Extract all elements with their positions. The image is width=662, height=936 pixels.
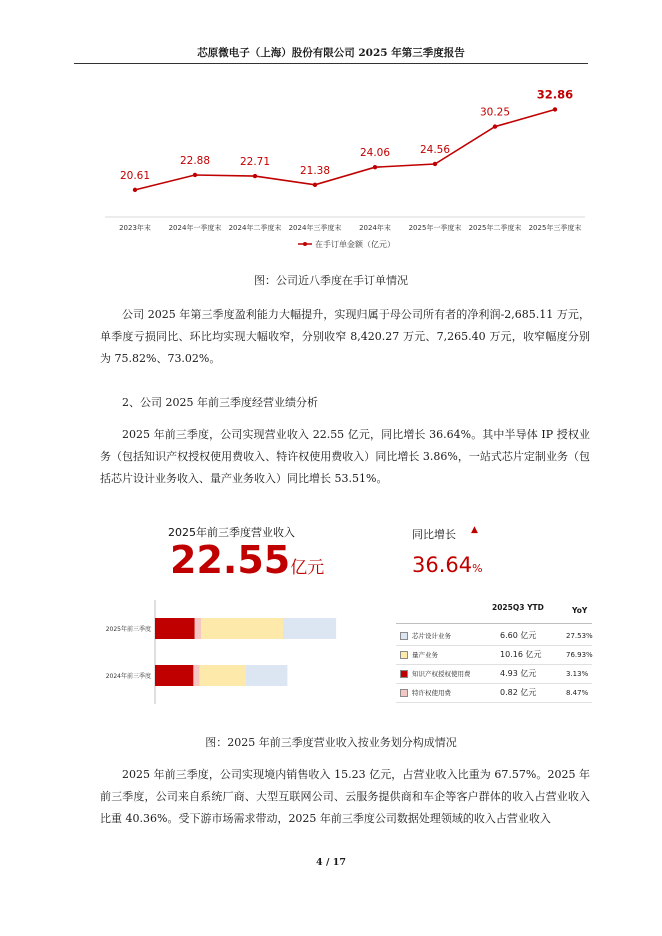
- row-label: 知识产权授权使用费: [412, 670, 471, 678]
- kpi-growth-value: 36.64: [412, 553, 473, 577]
- y-tick-label: 2025年前三季度: [105, 626, 151, 633]
- row-value: 0.82 亿元: [500, 688, 537, 697]
- data-label: 21.38: [299, 164, 331, 177]
- data-label: 24.56: [419, 143, 451, 156]
- kpi-growth-unit: %: [472, 562, 483, 575]
- bar-segment: [283, 618, 336, 639]
- y-tick-label: 2024年前三季度: [105, 673, 151, 680]
- paragraph-q3-profit: 公司 2025 年第三季度盈利能力大幅提升，实现归属于母公司所有者的净利润-2,685.11 万元，单季度亏损同比、环比均实现大幅收窄，分别收窄 8,420.27 万元、7,265.40 万元，收窄幅度分别为 75.82%、73.02%。: [100, 308, 590, 365]
- series-line-order-backlog: [135, 110, 555, 190]
- row-value: 4.93 亿元: [500, 669, 537, 678]
- row-yoy: 8.47%: [566, 689, 589, 697]
- data-point: [493, 124, 497, 128]
- chart2-caption: 图：2025 年前三季度营业收入按业务划分构成情况: [205, 736, 457, 749]
- data-label: 24.06: [359, 147, 391, 160]
- page-header-title: 芯原微电子（上海）股份有限公司 2025 年第三季度报告: [197, 47, 465, 59]
- legend-swatch-icon: [400, 670, 408, 678]
- x-tick-label: 2024年二季度末: [228, 224, 282, 232]
- row-label: 特许权使用费: [412, 689, 451, 697]
- data-point: [133, 188, 137, 192]
- table-header-yoy: YoY: [572, 606, 588, 615]
- header-rule: [74, 63, 588, 64]
- kpi-revenue-value: 22.55: [170, 538, 291, 582]
- table-row: [396, 627, 592, 646]
- x-tick-label: 2024年三季度末: [288, 224, 342, 232]
- kpi-growth-value-group: [412, 553, 483, 577]
- row-yoy: 27.53%: [566, 632, 593, 640]
- chart1-caption: 图：公司近八季度在手订单情况: [254, 274, 408, 287]
- bar-segment: [201, 618, 283, 639]
- data-label: 22.71: [239, 156, 271, 169]
- bar-segment: [246, 665, 288, 686]
- legend-label-order-backlog: 在手订单金额（亿元）: [315, 240, 395, 249]
- data-point: [253, 174, 257, 178]
- table-row: [396, 665, 592, 684]
- legend-swatch-icon: [400, 632, 408, 640]
- data-point: [433, 162, 437, 166]
- data-label: 20.61: [119, 169, 151, 182]
- bar-segment: [155, 618, 195, 639]
- table-row: [396, 646, 592, 665]
- row-label: 芯片设计业务: [412, 632, 451, 640]
- bar-segment: [195, 618, 202, 639]
- paragraph-ytd-revenue: 2025 年前三季度，公司实现营业收入 22.55 亿元，同比增长 36.64%。其中半导体 IP 授权业务（包括知识产权授权使用费收入、特许权使用费收入）同比增长 3.86%，一站式芯片定制业务（包括芯片设计业务收入、量产业务收入）同比增长 53.51%。: [100, 428, 590, 485]
- data-label: 30.25: [479, 106, 511, 119]
- row-divider: [396, 702, 592, 703]
- table-header-ytd: 2025Q3 YTD: [492, 603, 544, 612]
- data-label: 32.86: [536, 87, 574, 102]
- x-tick-label: 2025年二季度末: [468, 224, 522, 232]
- data-point: [373, 165, 377, 169]
- bar-segment: [193, 665, 199, 686]
- data-point: [313, 183, 317, 187]
- data-label: 22.88: [179, 154, 211, 167]
- row-value: 10.16 亿元: [500, 650, 542, 659]
- table-row: [396, 684, 592, 703]
- x-tick-label: 2025年一季度末: [408, 224, 462, 232]
- paragraph-domestic-sales: 2025 年前三季度，公司实现境内销售收入 15.23 亿元，占营业收入比重为 67.57%。2025 年前三季度，公司来自系统厂商、大型互联网公司、云服务提供商和车企等客户群体的收入占营业收入比重 40.36%。受下游市场需求带动，2025 年前三季度公司数据处理领域的收入占营业收入: [100, 768, 590, 825]
- section-heading-ytd-analysis: 2、公司 2025 年前三季度经营业绩分析: [122, 396, 318, 409]
- up-arrow-icon: ▲: [471, 525, 478, 535]
- kpi-revenue-value-group: [170, 538, 324, 582]
- bar-segment: [200, 665, 246, 686]
- revenue-breakdown-bar-chart: [100, 598, 360, 708]
- revenue-breakdown-table: [396, 603, 592, 703]
- kpi-revenue-title: 2025年前三季度营业收入: [168, 526, 295, 539]
- order-backlog-line-chart: [100, 82, 590, 257]
- legend-swatch-icon: [400, 689, 408, 697]
- chart-legend: [298, 239, 395, 249]
- table-header-rule: [396, 623, 592, 624]
- x-tick-label: 2023年末: [119, 224, 151, 232]
- kpi-growth-label: 同比增长: [412, 528, 456, 541]
- kpi-revenue-unit: 亿元: [290, 558, 325, 578]
- page-number: 4 / 17: [316, 857, 346, 868]
- x-tick-label: 2024年末: [359, 224, 391, 232]
- x-tick-label: 2025年三季度末: [528, 224, 582, 232]
- bar-segment: [155, 665, 193, 686]
- data-point: [553, 107, 557, 111]
- data-point: [193, 173, 197, 177]
- row-yoy: 3.13%: [566, 670, 589, 678]
- x-tick-label: 2024年一季度末: [168, 224, 222, 232]
- legend-swatch-icon: [400, 651, 408, 659]
- row-value: 6.60 亿元: [500, 631, 537, 640]
- row-label: 量产业务: [412, 651, 438, 659]
- row-yoy: 76.93%: [566, 651, 593, 659]
